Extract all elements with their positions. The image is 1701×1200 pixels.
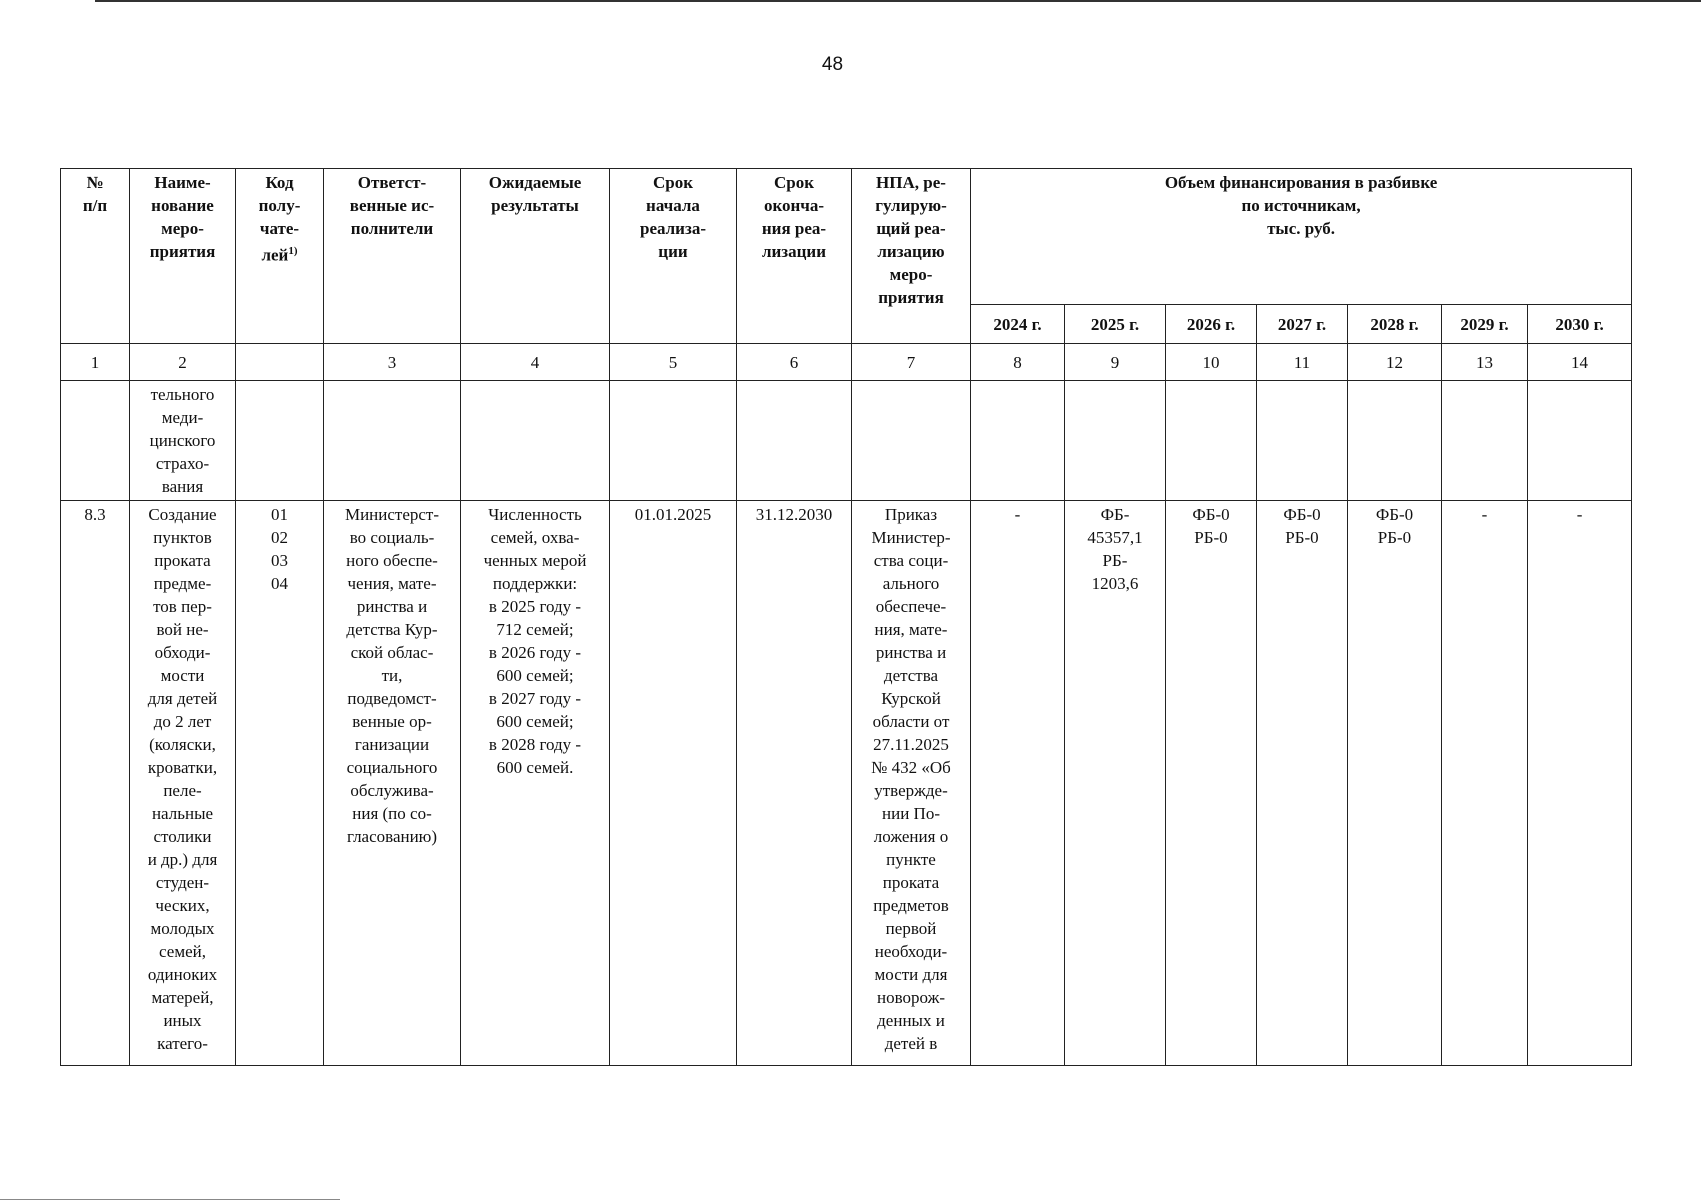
text-line: Ответст- (357, 173, 427, 192)
header-year-2027: 2027 г. (1257, 305, 1348, 344)
text-line: первой (885, 919, 937, 938)
expected-results (461, 501, 610, 1066)
header-year-2025: 2025 г. (1065, 305, 1166, 344)
text-line: приятия (878, 288, 944, 307)
text-line: лей$^{1)}$ (261, 245, 298, 265)
text-line: реализа- (640, 219, 706, 238)
text-line: (коляски, (149, 735, 216, 754)
text-line: Ожидаемые (488, 173, 582, 192)
column-number-cell: 4 (461, 344, 610, 381)
column-number-cell: 14 (1528, 344, 1632, 381)
header-end-date (737, 169, 852, 344)
text-line: гласованию) (346, 827, 438, 846)
text-line: детства (883, 666, 939, 685)
text-line: детей в (884, 1034, 938, 1053)
text-line: Министерст- (344, 505, 440, 524)
text-line: ФБ-0 (1283, 505, 1321, 524)
column-number-cell: 7 (852, 344, 971, 381)
funding-2028 (1348, 501, 1442, 1066)
cont-y2026 (1166, 381, 1257, 501)
text-line: лизации (761, 242, 827, 261)
column-number-cell: 2 (130, 344, 236, 381)
text-line: ства соци- (873, 551, 949, 570)
text-line: необходи- (874, 942, 948, 961)
text-line: кроватки, (147, 758, 218, 777)
text-line: 03 (271, 551, 288, 570)
text-line: вой не- (156, 620, 209, 639)
text-line: РБ-0 (1377, 528, 1412, 547)
text-line: в 2027 году - (488, 689, 582, 708)
cont-results (461, 381, 610, 501)
header-year-2030: 2030 г. (1528, 305, 1632, 344)
footnote-mark: 1) (288, 245, 298, 257)
text-line: приятия (149, 242, 216, 261)
text-line: ринства и (356, 597, 428, 616)
text-line: столики (153, 827, 212, 846)
text-line: студен- (155, 873, 210, 892)
text-line: ния (по со- (352, 804, 432, 823)
column-number-cell: 11 (1257, 344, 1348, 381)
text-line: во социаль- (349, 528, 435, 547)
cont-code (236, 381, 324, 501)
text-line: п/п (82, 196, 108, 215)
text-line: катего- (157, 1034, 208, 1053)
column-number-cell: 1 (61, 344, 130, 381)
text-line: ного обеспе- (346, 551, 438, 570)
column-number-cell: 3 (324, 344, 461, 381)
text-line: семей, (159, 942, 206, 961)
text-line: страхо- (155, 454, 210, 473)
text-line: нальные (151, 804, 214, 823)
text-line: чения, мате- (347, 574, 437, 593)
text-line: 04 (271, 574, 288, 593)
page-number: 48 (821, 54, 844, 75)
text-line: пеле- (163, 781, 202, 800)
header-results (461, 169, 610, 344)
text-line: семей, охва- (490, 528, 580, 547)
text-line: утвержде- (874, 781, 948, 800)
text-line: результаты (491, 196, 579, 215)
text-line: ческих, (155, 896, 210, 915)
column-number-cell: 6 (737, 344, 852, 381)
text-line: гулирую- (875, 196, 947, 215)
column-number-cell: 10 (1166, 344, 1257, 381)
text-line: обеспече- (875, 597, 947, 616)
text-line: Срок (773, 173, 815, 192)
text-line: пункте (886, 850, 936, 869)
cont-y2027 (1257, 381, 1348, 501)
column-number-cell: 13 (1442, 344, 1528, 381)
text-line: Министер- (871, 528, 951, 547)
text-line: цинского (149, 431, 216, 450)
column-number-cell (236, 344, 324, 381)
text-line: РБ- (1102, 551, 1128, 570)
text-line: нии По- (882, 804, 940, 823)
cont-end (737, 381, 852, 501)
text-line: полу- (258, 196, 301, 215)
text-line: Код (265, 173, 294, 192)
text-line: проката (154, 551, 211, 570)
text-line: детства Кур- (346, 620, 438, 639)
text-line: ального (882, 574, 940, 593)
start-date: 01.01.2025 (610, 501, 737, 1066)
text-line: Численность (488, 505, 582, 524)
text-line: Курской (881, 689, 941, 708)
text-line: в 2025 году - (488, 597, 582, 616)
header-year-2026: 2026 г. (1166, 305, 1257, 344)
text-line: денных и (877, 1011, 945, 1030)
text-line: Создание (148, 505, 217, 524)
text-line: в 2026 году - (488, 643, 582, 662)
funding-2027 (1257, 501, 1348, 1066)
text-line: матерей, (151, 988, 214, 1007)
text-line: 01 (271, 505, 288, 524)
text-line: ской облас- (350, 643, 434, 662)
text-line: предметов (873, 896, 949, 915)
text-line: 600 семей. (496, 758, 574, 777)
text-line: ФБ-0 (1192, 505, 1230, 524)
text-line: мости для (874, 965, 948, 984)
header-year-2024: 2024 г. (971, 305, 1065, 344)
text-line: подведомст- (347, 689, 437, 708)
text-line: ции (658, 242, 688, 261)
column-number-cell: 8 (971, 344, 1065, 381)
recipient-codes (236, 501, 324, 1066)
text-line: лизацию (877, 242, 945, 261)
header-year-2029: 2029 г. (1442, 305, 1528, 344)
text-line: 1203,6 (1091, 574, 1139, 593)
text-line: вания (161, 477, 204, 496)
text-line: Приказ (884, 505, 938, 524)
financing-table (60, 168, 1632, 1066)
text-line: иных (163, 1011, 202, 1030)
header-name (130, 169, 236, 344)
text-line: пунктов (153, 528, 212, 547)
text-line: Объем финансирования в разбивке (1164, 173, 1438, 192)
cont-responsible (324, 381, 461, 501)
text-line: тов пер- (153, 597, 212, 616)
text-line: ФБ- (1100, 505, 1130, 524)
column-number-cell: 9 (1065, 344, 1166, 381)
text-line: Срок (652, 173, 694, 192)
funding-2024: - (971, 501, 1065, 1066)
text-line: одиноких (147, 965, 218, 984)
funding-2029: - (1442, 501, 1528, 1066)
text-line: предме- (153, 574, 212, 593)
text-line: 600 семей; (496, 712, 574, 731)
text-line: области от (872, 712, 950, 731)
text-line: ния, мате- (874, 620, 948, 639)
header-responsible (324, 169, 461, 344)
text-line: чате- (259, 219, 300, 238)
cont-npa (852, 381, 971, 501)
cont-name (130, 381, 236, 501)
text-line: венные ис- (349, 196, 435, 215)
text-line: тельного (150, 385, 215, 404)
cont-y2030 (1528, 381, 1632, 501)
text-line: оконча- (763, 196, 825, 215)
continuation-row (61, 381, 1632, 501)
column-number-cell: 5 (610, 344, 737, 381)
text-line: ринства и (875, 643, 947, 662)
text-line: новорож- (877, 988, 945, 1007)
text-line: РБ-0 (1194, 528, 1228, 547)
event-name (130, 501, 236, 1066)
npa-document (852, 501, 971, 1066)
text-line: № (86, 173, 104, 192)
cont-num (61, 381, 130, 501)
text-line: нование (151, 196, 214, 215)
text-line: 600 семей; (496, 666, 574, 685)
header-code (236, 169, 324, 344)
responsible-executors (324, 501, 461, 1066)
text-line: 45357,1 (1087, 528, 1143, 547)
text-line: меро- (161, 219, 204, 238)
cont-y2029 (1442, 381, 1528, 501)
funding-2026 (1166, 501, 1257, 1066)
text-line: молодых (150, 919, 215, 938)
top-border-line (95, 0, 1701, 2)
cont-y2028 (1348, 381, 1442, 501)
text-line: меди- (161, 408, 204, 427)
cont-start (610, 381, 737, 501)
text-line: ния реа- (761, 219, 827, 238)
table-row-8-3 (61, 501, 1632, 1066)
text-line: 27.11.2025 (873, 735, 949, 754)
cont-y2024 (971, 381, 1065, 501)
text-line: ченных мерой (483, 551, 587, 570)
header-row (61, 169, 1632, 305)
text-line: мости (160, 666, 205, 685)
text-line: 02 (271, 528, 288, 547)
cont-y2025 (1065, 381, 1166, 501)
text-line: РБ-0 (1285, 528, 1319, 547)
header-npa (852, 169, 971, 344)
text-line: социального (346, 758, 438, 777)
text-line: Наиме- (154, 173, 211, 192)
text-line: начала (646, 196, 700, 215)
column-numbers-row (61, 344, 1632, 381)
text-line: полнители (350, 219, 434, 238)
text-line: по источникам, (1241, 196, 1361, 215)
text-line: тыс. руб. (1267, 219, 1336, 238)
header-year-2028: 2028 г. (1348, 305, 1442, 344)
header-financing (971, 169, 1632, 305)
header-start-date (610, 169, 737, 344)
text-line: венные ор- (352, 712, 432, 731)
end-date: 31.12.2030 (737, 501, 852, 1066)
text-line: для детей (147, 689, 218, 708)
text-line: обходи- (154, 643, 211, 662)
funding-2025 (1065, 501, 1166, 1066)
text-line: обслужива- (350, 781, 434, 800)
header-num (61, 169, 130, 344)
funding-2030: - (1528, 501, 1632, 1066)
text-line: НПА, ре- (876, 173, 946, 192)
row-number: 8.3 (61, 501, 130, 1066)
text-line: ганизации (354, 735, 430, 754)
text-line: до 2 лет (153, 712, 212, 731)
text-line: проката (882, 873, 940, 892)
text-line: ти, (381, 666, 403, 685)
text-line: щий реа- (876, 219, 946, 238)
column-number-cell: 12 (1348, 344, 1442, 381)
text-line: поддержки: (492, 574, 578, 593)
text-line: ложения о (873, 827, 949, 846)
text-line: и др.) для (147, 850, 218, 869)
text-line: меро- (889, 265, 933, 284)
text-line: ФБ-0 (1375, 505, 1414, 524)
text-line: № 432 «Об (871, 758, 951, 777)
text-line: 712 семей; (496, 620, 574, 639)
text-line: в 2028 году - (488, 735, 582, 754)
